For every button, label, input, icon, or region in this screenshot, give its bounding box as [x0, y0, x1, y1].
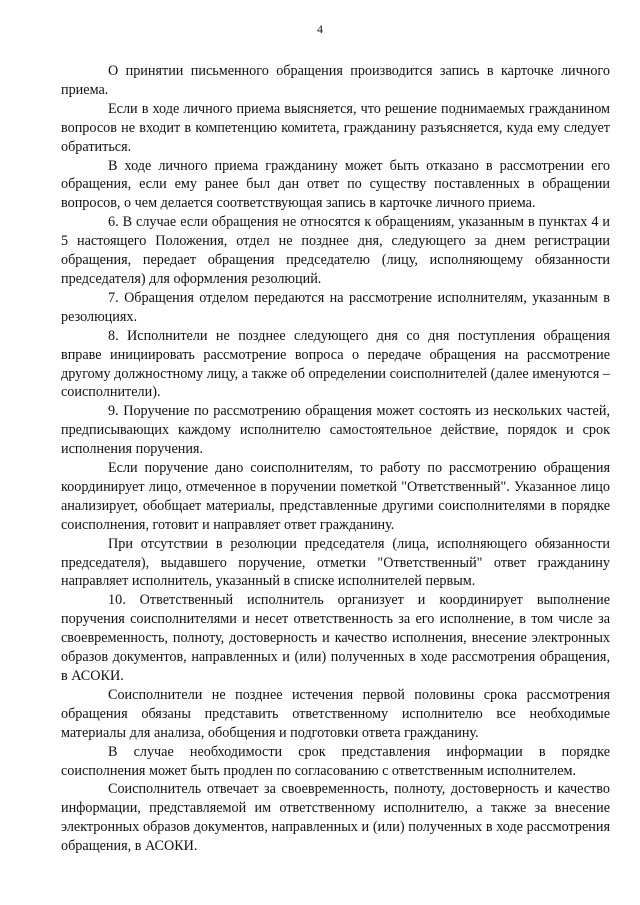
page-number: 4: [317, 22, 323, 36]
paragraph-item-10: 10. Ответственный исполнитель организует и координирует выполнение поручения соисполнителями и несет ответственность за его исполнение, в том числе за своевременность, полноту, достоверность и качество исполнения, внесение электронных образов документов, направленных и (или) полученных в ходе рассмотрения обращения, в АСОКИ.: [61, 592, 610, 684]
document-body: [61, 62, 610, 856]
paragraph-written-appeal-record: О принятии письменного обращения производится запись в карточке личного приема.: [61, 63, 610, 98]
paragraph-deadline-extension: В случае необходимости срок представления информации в порядке соисполнения может быть продлен по согласованию с ответственным исполнителем.: [61, 743, 610, 779]
paragraph-item-9: 9. Поручение по рассмотрению обращения может состоять из нескольких частей, предписывающих каждому исполнителю самостоятельное действие, порядок и срок исполнения поручения.: [61, 403, 610, 458]
paragraph-coexecutors-deadline: Соисполнители не позднее истечения первой половины срока рассмотрения обращения обязаны представить ответственному исполнителю все необходимые материалы для анализа, обобщения и подготовки ответа гражданину.: [61, 686, 610, 741]
paragraph-outside-competence: Если в ходе личного приема выясняется, что решение поднимаемых гражданином вопросов не входит в компетенцию комитета, гражданину разъясняется, куда ему следует обратиться.: [61, 100, 610, 155]
paragraph-no-responsible-mark: При отсутствии в резолюции председателя (лица, исполняющего обязанности председателя), выдавшего поручение, отметки "Ответственный" ответ гражданину направляет исполнитель, указанный в списке исполнителей первым.: [61, 535, 610, 590]
paragraph-coexecutors-coordination: Если поручение дано соисполнителям, то работу по рассмотрению обращения координирует лицо, отмеченное в поручении пометкой "Ответственный". Указанное лицо анализирует, обобщает материалы, представленные другими соисполнителями в порядке соисполнения, готовит и направляет ответ гражданину.: [61, 460, 610, 533]
paragraph-item-6: 6. В случае если обращения не относятся к обращениям, указанным в пунктах 4 и 5 настоящего Положения, отдел не позднее дня, следующего за днем регистрации обращения, передает обращения председателю (лицу, исполняющему обязанности председателя) для оформления резолюций.: [61, 214, 610, 287]
paragraph-refusal: В ходе личного приема гражданину может быть отказано в рассмотрении его обращения, если ему ранее был дан ответ по существу поставленных в обращении вопросов, о чем делается соответствующая запись в карточке личного приема.: [61, 157, 610, 212]
paragraph-item-8: 8. Исполнители не позднее следующего дня со дня поступления обращения вправе инициировать рассмотрение вопроса о передаче обращения на рассмотрение другому должностному лицу, а также об определении соисполнителей (далее именуются – соисполнители).: [61, 327, 611, 401]
paragraph-item-7: 7. Обращения отделом передаются на рассмотрение исполнителям, указанным в резолюциях.: [61, 289, 610, 325]
paragraph-coexecutor-responsibility: Соисполнитель отвечает за своевременность, полноту, достоверность и качество информации, представляемой им ответственному исполнителю, а также за внесение электронных образов документов, направленных и (или) полученных в ходе рассмотрения обращения, в АСОКИ.: [61, 781, 610, 855]
